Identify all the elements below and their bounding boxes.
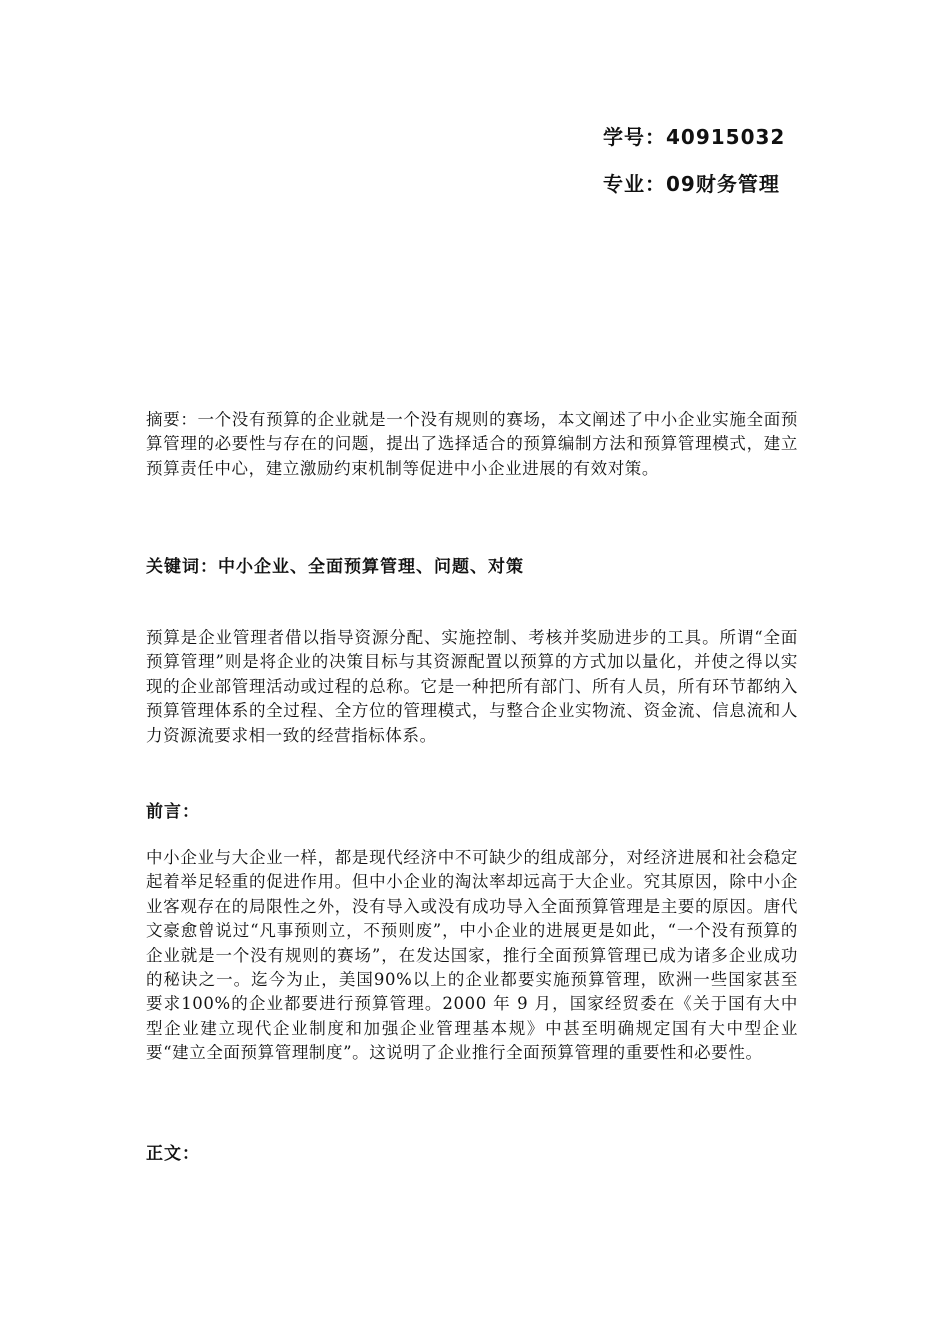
keywords-line: 关键词：中小企业、全面预算管理、问题、对策 <box>146 557 524 577</box>
student-id: 学号：40915032 <box>603 125 786 149</box>
abstract-paragraph: 摘要：一个没有预算的企业就是一个没有规则的赛场，本文阐述了中小企业实施全面预算管理的必要性与存在的问题，提出了选择适合的预算编制方法和预算管理模式，建立预算责任中心，建立激励约束机制等促进中小企业进展的有效对策。 <box>146 410 798 478</box>
preface-heading: 前言： <box>146 802 200 822</box>
major-line: 专业：09财务管理 <box>603 172 780 196</box>
body-heading: 正文： <box>146 1144 200 1164</box>
preface-paragraph: 中小企业与大企业一样，都是现代经济中不可缺少的组成部分，对经济进展和社会稳定起着举足轻重的促进作用。但中小企业的淘汰率却远高于大企业。究其原因，除中小企业客观存在的局限性之外，没有导入或没有成功导入全面预算管理是主要的原因。唐代文豪愈曾说过“凡事预则立，不预则废”，中小企业的进展更是如此，“一个没有预算的企业就是一个没有规则的赛场”，在发达国家，推行全面预算管理已成为诸多企业成功的秘诀之一。迄今为止，美国90%以上的企业都要实施预算管理，欧洲一些国家甚至要求100%的企业都要进行预算管理。2000 年 9 月，国家经贸委在《关于国有大中型企业建立现代企业制度和加强企业管理基本规》中甚至明确规定国有大中型企业要“建立全面预算管理制度”。这说明了企业推行全面预算管理的重要性和必要性。 <box>146 848 798 1063</box>
intro-paragraph: 预算是企业管理者借以指导资源分配、实施控制、考核并奖励进步的工具。所谓“全面预算管理”则是将企业的决策目标与其资源配置以预算的方式加以量化，并使之得以实现的企业部管理活动或过程的总称。它是一种把所有部门、所有人员，所有环节都纳入预算管理体系的全过程、全方位的管理模式，与整合企业实物流、资金流、信息流和人力资源流要求相一致的经营指标体系。 <box>146 628 798 745</box>
